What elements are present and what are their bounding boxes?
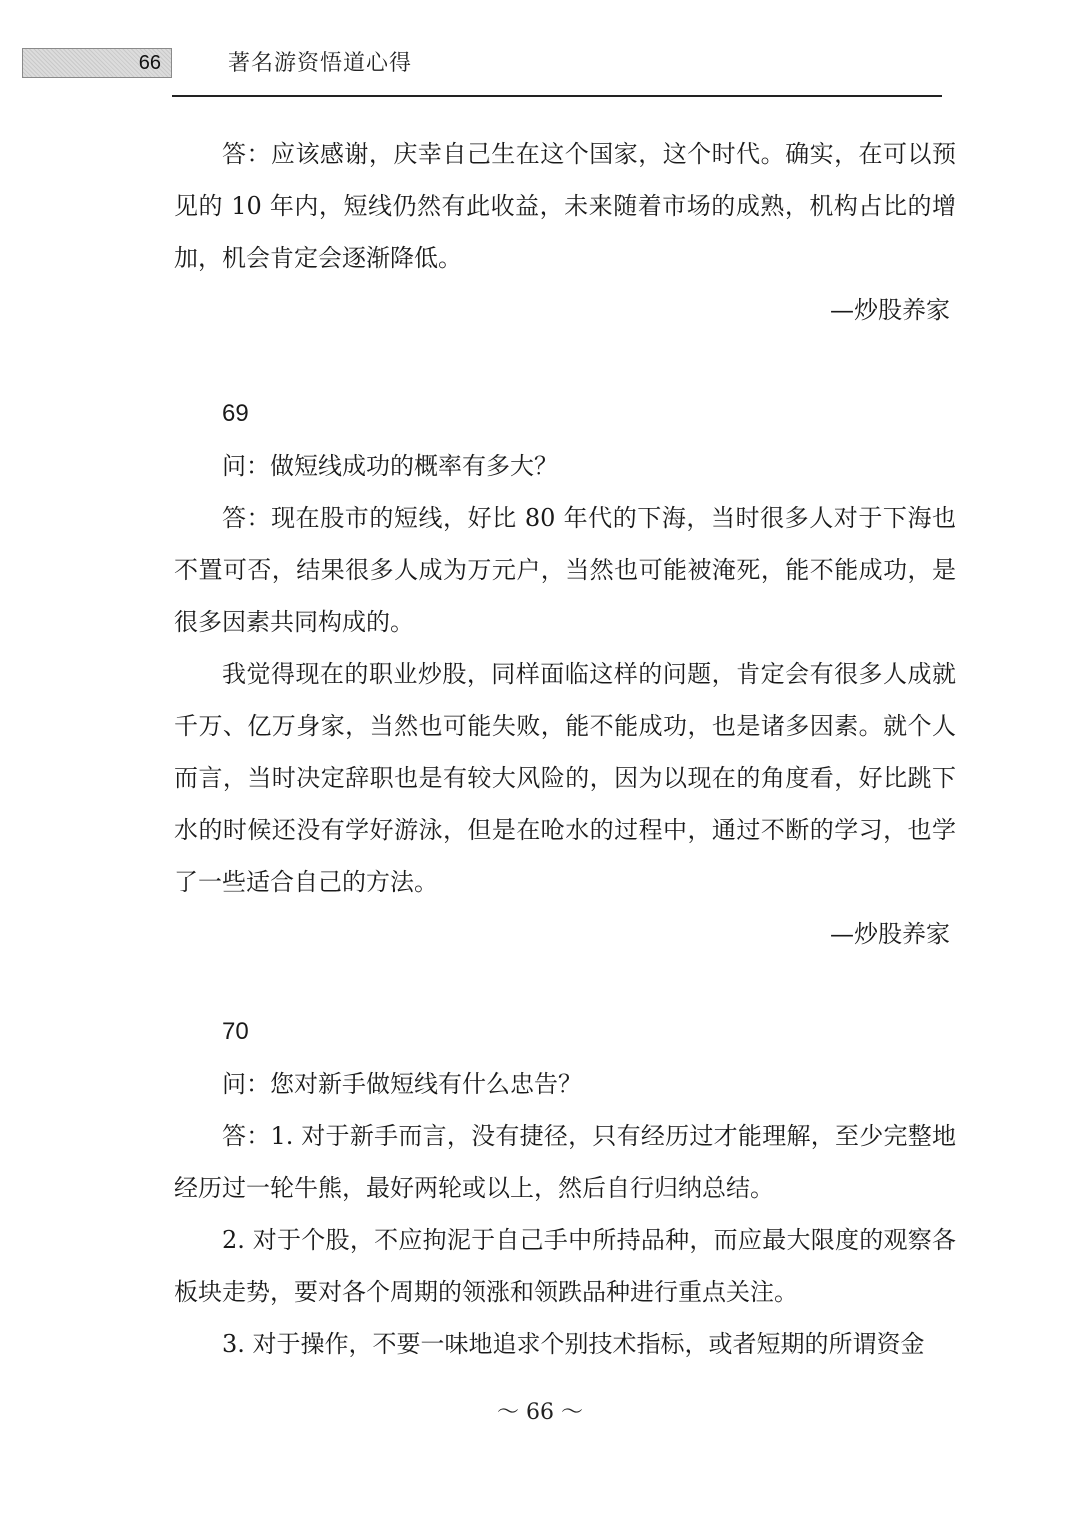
signature: —炒股养家 bbox=[830, 296, 950, 324]
answer-paragraph: 3. 对于操作，不要一味地追求个别技术指标，或者短期的所谓资金 bbox=[222, 1330, 925, 1358]
question-number: 69 bbox=[222, 400, 249, 427]
header-page-number: 66 bbox=[138, 52, 161, 74]
answer-paragraph: 我觉得现在的职业炒股，同样面临这样的问题，肯定会有很多人成就千万、亿万身家，当然也可能失败，能不能成功，也是诸多因素。就个人而言，当时决定辞职也是有较大风险的，因为以现在的角度看，好比跳下水的时候还没有学好游泳，但是在呛水的过程中，通过不断的学习，也学了一些适合自己的方法。 bbox=[174, 660, 956, 896]
question-number: 70 bbox=[222, 1018, 249, 1045]
answer-block-68 bbox=[174, 128, 956, 336]
answer-paragraph: 答：1. 对于新手而言，没有捷径，只有经历过才能理解，至少完整地经历过一轮牛熊，最好两轮或以上，然后自行归纳总结。 bbox=[174, 1122, 956, 1202]
running-header-title: 著名游资悟道心得 bbox=[228, 51, 413, 76]
qa-block-69 bbox=[174, 388, 956, 960]
qa-block-70 bbox=[174, 1006, 956, 1370]
question-text: 问：您对新手做短线有什么忠告？ bbox=[222, 1070, 582, 1098]
header-divider bbox=[172, 95, 942, 97]
answer-paragraph: 答：现在股市的短线，好比 80 年代的下海，当时很多人对于下海也不置可否，结果很多人成为万元户，当然也可能被淹死，能不能成功，是很多因素共同构成的。 bbox=[174, 504, 956, 636]
answer-paragraph: 2. 对于个股，不应拘泥于自己手中所持品种，而应最大限度的观察各板块走势，要对各个周期的领涨和领跌品种进行重点关注。 bbox=[174, 1226, 956, 1306]
answer-paragraph: 答：应该感谢，庆幸自己生在这个国家，这个时代。确实，在可以预见的 10 年内，短线仍然有此收益，未来随着市场的成熟，机构占比的增加，机会肯定会逐渐降低。 bbox=[174, 140, 956, 272]
question-text: 问：做短线成功的概率有多大？ bbox=[222, 452, 558, 480]
page-footer: ～ 66 ～ bbox=[497, 1400, 583, 1425]
page-number-tab bbox=[22, 48, 172, 78]
signature: —炒股养家 bbox=[830, 920, 950, 948]
